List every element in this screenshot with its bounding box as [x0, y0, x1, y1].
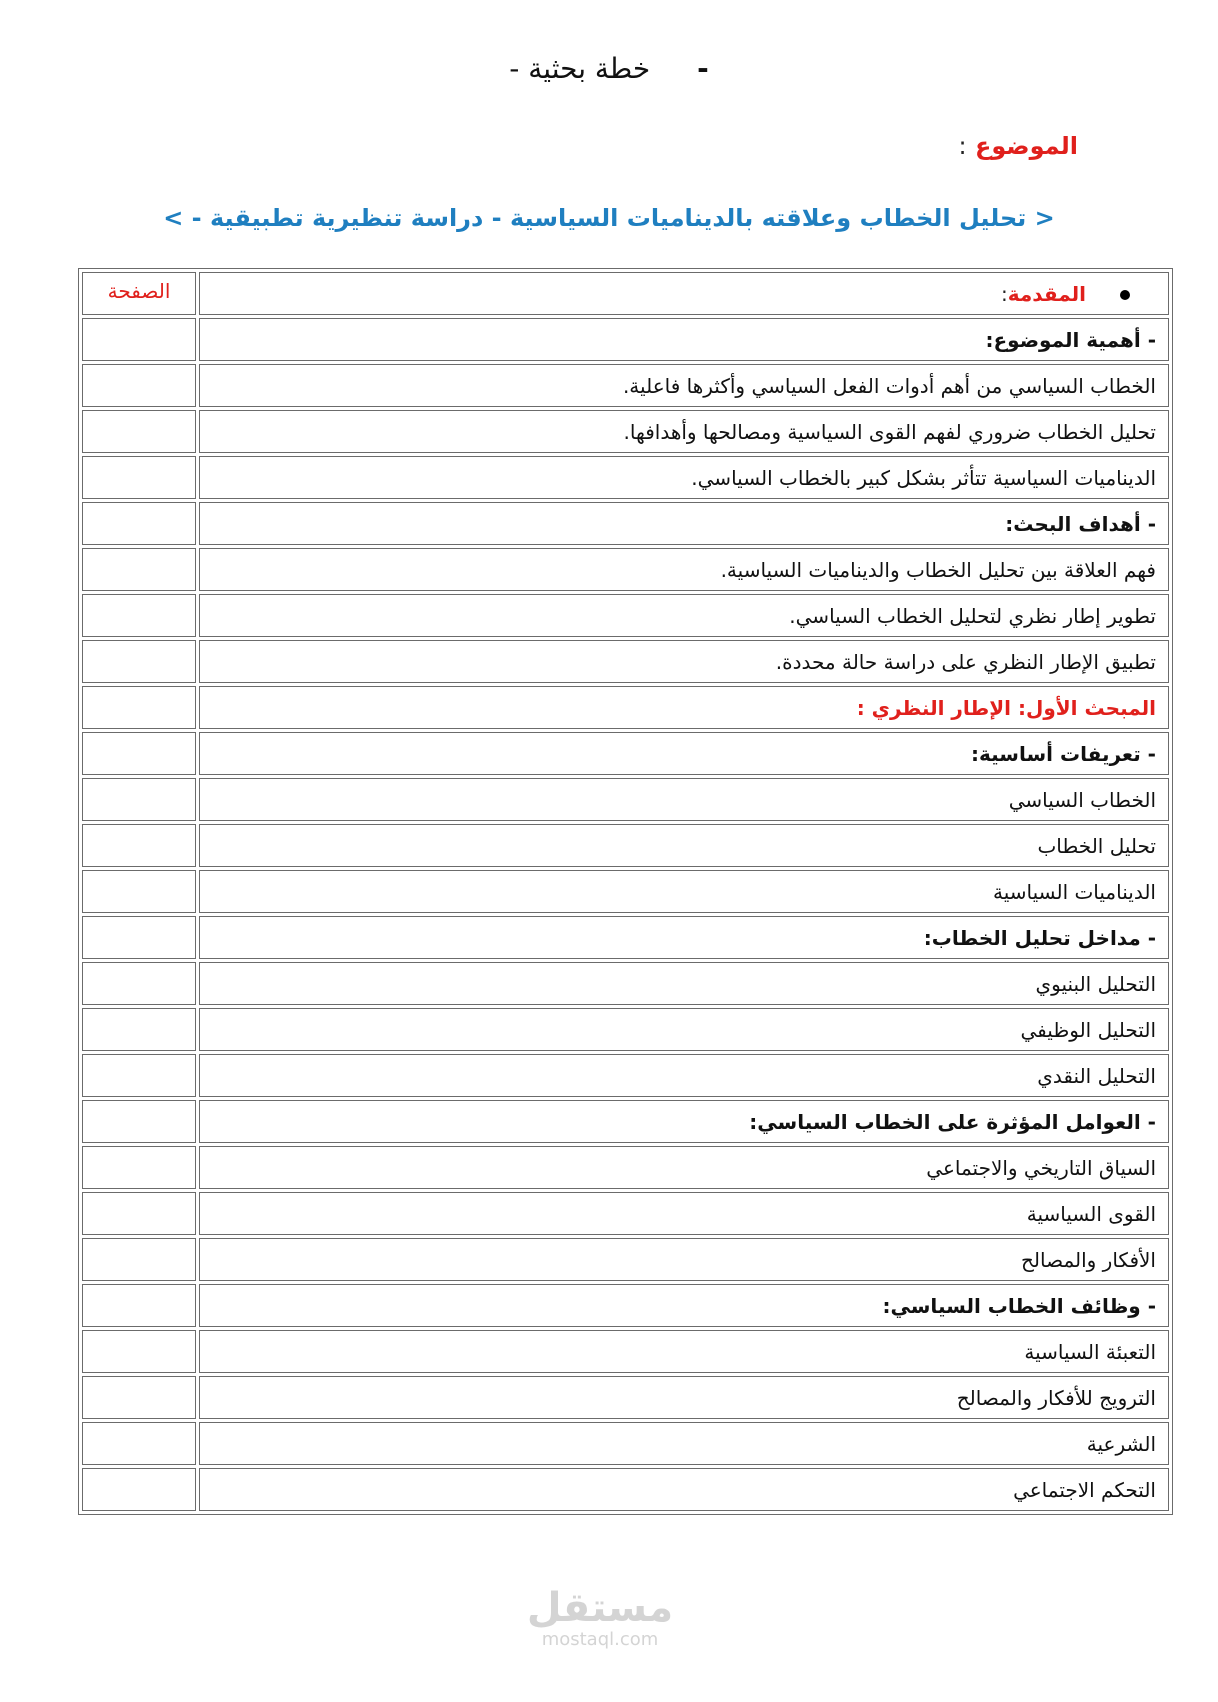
table-row — [82, 410, 1169, 453]
topic-title: < تحليل الخطاب وعلاقته بالديناميات السياسية - دراسة تنظيرية تطبيقية - > — [163, 204, 1055, 232]
page-number-cell — [82, 364, 196, 407]
watermark-main: مستقل — [526, 1585, 674, 1631]
table-row — [82, 1238, 1169, 1281]
page-number-cell — [82, 1238, 196, 1281]
page-number-cell — [82, 410, 196, 453]
plan-item: - مداخل تحليل الخطاب: — [199, 916, 1169, 959]
table-row — [82, 1422, 1169, 1465]
topic-label-word: الموضوع — [974, 132, 1078, 160]
page-number-cell — [82, 502, 196, 545]
page-number-cell — [82, 1376, 196, 1419]
table-row — [82, 1008, 1169, 1051]
table-row — [82, 364, 1169, 407]
plan-item: - أهداف البحث: — [199, 502, 1169, 545]
page-column-header: الصفحة — [82, 272, 196, 315]
table-row — [82, 732, 1169, 775]
plan-item: التحليل النقدي — [199, 1054, 1169, 1097]
table-row — [82, 686, 1169, 729]
plan-item: تطبيق الإطار النظري على دراسة حالة محددة. — [199, 640, 1169, 683]
table-row — [82, 962, 1169, 1005]
table-row — [82, 272, 1169, 315]
table-row — [82, 548, 1169, 591]
table-row — [82, 456, 1169, 499]
page-number-cell — [82, 1100, 196, 1143]
plan-item: التحليل الوظيفي — [199, 1008, 1169, 1051]
table-row — [82, 1468, 1169, 1511]
table-row — [82, 1192, 1169, 1235]
page-number-cell — [82, 962, 196, 1005]
page-number-cell — [82, 1468, 196, 1511]
plan-item: التعبئة السياسية — [199, 1330, 1169, 1373]
plan-item: الخطاب السياسي — [199, 778, 1169, 821]
plan-item: - العوامل المؤثرة على الخطاب السياسي: — [199, 1100, 1169, 1143]
page-number-cell — [82, 1330, 196, 1373]
intro-colon: : — [1001, 281, 1008, 306]
plan-item: القوى السياسية — [199, 1192, 1169, 1235]
table-row — [82, 870, 1169, 913]
page-number-cell — [82, 1054, 196, 1097]
table-row — [82, 824, 1169, 867]
table-row — [82, 502, 1169, 545]
page-number-cell — [82, 824, 196, 867]
table-row — [82, 1100, 1169, 1143]
table-row — [82, 1054, 1169, 1097]
plan-item: الأفكار والمصالح — [199, 1238, 1169, 1281]
plan-item: التحكم الاجتماعي — [199, 1468, 1169, 1511]
plan-item: تطوير إطار نظري لتحليل الخطاب السياسي. — [199, 594, 1169, 637]
table-row — [82, 1376, 1169, 1419]
table-row — [82, 1284, 1169, 1327]
page-number-cell — [82, 640, 196, 683]
plan-item: تحليل الخطاب ضروري لفهم القوى السياسية ومصالحها وأهدافها. — [199, 410, 1169, 453]
bullet-icon — [1120, 290, 1130, 300]
table-row — [82, 778, 1169, 821]
page-number-cell — [82, 318, 196, 361]
title-dash: - — [697, 52, 709, 85]
page-number-cell — [82, 1008, 196, 1051]
plan-item: فهم العلاقة بين تحليل الخطاب والديناميات السياسية. — [199, 548, 1169, 591]
plan-item: - تعريفات أساسية: — [199, 732, 1169, 775]
title-text: خطة بحثية - — [509, 52, 651, 85]
plan-item: المبحث الأول: الإطار النظري : — [199, 686, 1169, 729]
page-number-cell — [82, 778, 196, 821]
page-number-cell — [82, 594, 196, 637]
table-row — [82, 640, 1169, 683]
page-number-cell — [82, 1146, 196, 1189]
plan-item: الخطاب السياسي من أهم أدوات الفعل السياسي وأكثرها فاعلية. — [199, 364, 1169, 407]
table-row — [82, 1330, 1169, 1373]
research-plan-table — [78, 268, 1173, 1515]
document-title — [0, 52, 1218, 85]
page-number-cell — [82, 732, 196, 775]
page-number-cell — [82, 1422, 196, 1465]
page-number-cell — [82, 686, 196, 729]
plan-item: الترويج للأفكار والمصالح — [199, 1376, 1169, 1419]
page-number-cell — [82, 548, 196, 591]
page-number-cell — [82, 870, 196, 913]
plan-item: الشرعية — [199, 1422, 1169, 1465]
intro-cell — [199, 272, 1169, 315]
intro-label: المقدمة — [1007, 281, 1086, 306]
topic-label-colon: : — [958, 132, 967, 160]
plan-item: السياق التاريخي والاجتماعي — [199, 1146, 1169, 1189]
watermark-sub: mostaql.com — [541, 1629, 659, 1650]
plan-item: تحليل الخطاب — [199, 824, 1169, 867]
page-number-cell — [82, 1192, 196, 1235]
plan-item: التحليل البنيوي — [199, 962, 1169, 1005]
plan-item: - أهمية الموضوع: — [199, 318, 1169, 361]
watermark-logo — [525, 1586, 675, 1650]
table-row — [82, 1146, 1169, 1189]
table-row — [82, 594, 1169, 637]
plan-item: - وظائف الخطاب السياسي: — [199, 1284, 1169, 1327]
page-number-cell — [82, 1284, 196, 1327]
table-row — [82, 318, 1169, 361]
plan-item: الديناميات السياسية — [199, 870, 1169, 913]
topic-label — [959, 132, 1078, 160]
table-row — [82, 916, 1169, 959]
plan-item: الديناميات السياسية تتأثر بشكل كبير بالخطاب السياسي. — [199, 456, 1169, 499]
page-number-cell — [82, 456, 196, 499]
page-number-cell — [82, 916, 196, 959]
